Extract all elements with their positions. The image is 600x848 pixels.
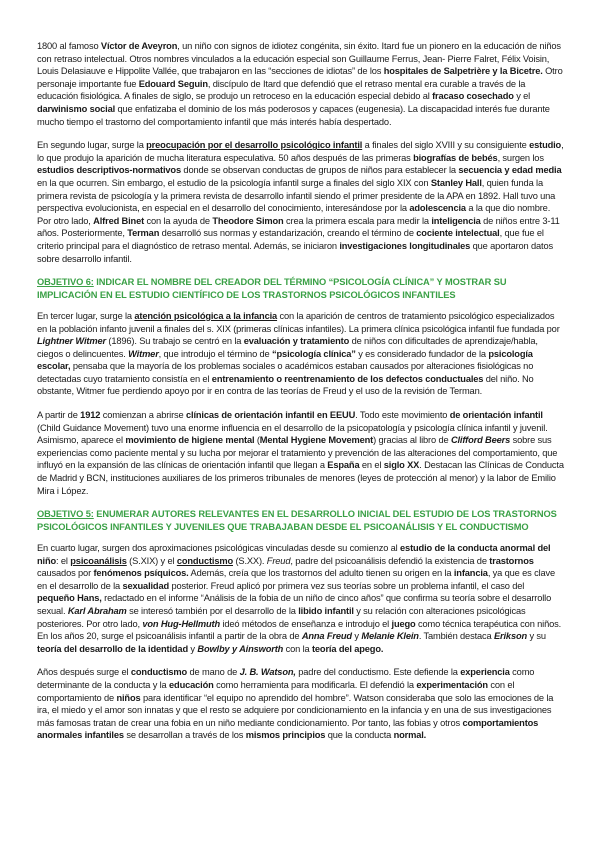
emphasis-text: fenómenos psíquicos.: [93, 568, 189, 579]
emphasis-text: cociente intelectual: [416, 228, 500, 239]
emphasis-text: fracaso cosechado: [432, 91, 514, 102]
emphasis-text: preocupación por el desarrollo psicológico infantil: [146, 140, 363, 151]
emphasis-text: Mental Hygiene Movement: [259, 435, 374, 446]
emphasis-text: Clifford Beers: [450, 435, 511, 446]
paragraph-clinicas-orientacion: A partir de 1912 comienzan a abrirse clínicas de orientación infantil en EEUU. Todo este movimiento de orientación infantil (Child Guidance Movement) tuvo una enorme influencia en el desarrollo de la psicopatología y psicología clínica infantil y juvenil. Asimismo, aparece el movimiento de higiene mental (Mental Hygiene Movement) gracias al libro de Clifford Beers sobre sus experiencias como paciente mental y su lucha por mejorar el tratamiento y prevención de las alteraciones del comportamiento, que influyó en la expansión de las clínicas de orientación infantil que llegan a España en el siglo XX. Destacan las Clínicas de Conducta de Madrid y BCN, instituciones auxiliares de los primeros tribunales de menores (leyes de protección al menor) y la labor de Emilio Mira i López.: [37, 410, 564, 496]
emphasis-text: de orientación infantil: [449, 410, 543, 421]
emphasis-text: pequeño Hans,: [37, 593, 102, 604]
emphasis-text: adolescencia: [409, 203, 466, 214]
emphasis-text: Erikson: [493, 631, 528, 642]
emphasis-text: Witmer: [128, 348, 159, 359]
emphasis-text: España: [327, 460, 360, 471]
emphasis-text: investigaciones longitudinales: [339, 240, 471, 251]
emphasis-text: juego: [391, 618, 416, 629]
emphasis-text: von Hug-Hellmuth: [142, 618, 221, 629]
emphasis-text: psicoanálisis: [70, 555, 127, 566]
emphasis-text: estudio de la conducta anormal del niño: [37, 543, 551, 566]
emphasis-text: experiencia: [460, 667, 510, 678]
emphasis-text: niños: [116, 692, 141, 703]
emphasis-text: Melanie Klein: [361, 631, 419, 642]
emphasis-text: Terman: [127, 228, 160, 239]
emphasis-text: sexualidad: [122, 580, 170, 591]
emphasis-text: experimentación: [416, 679, 488, 690]
emphasis-text: comportamientos anormales infantiles: [37, 717, 539, 741]
paragraph-educacion-especial: 1800 al famoso Víctor de Aveyron, un niño con signos de idiotez congénita, sin éxito. Itard fue un pionero en la educación de niños con retraso intelectual. Otros nombres vinculados a la educación especial son Guillaume Ferrus, Jean- Pierre Falret, Félix Voisin, Louis Delasiauve e Hippolite Vallée, que trabajaron en las “secciones de idiotas” de los hospitales de Salpetrière y la Bicetre. Otro personaje importante fue Edouard Seguin, discípulo de Itard que defendió que el retraso mental era curable a través de la educación fisiológica. A finales de siglo, se produjo un retroceso en la educación especial debido al fracaso cosechado y el darwinismo social que enfatizaba el dominio de los más poderosos y capaces (eugenesia). La discapacidad interés fue durante mucho tiempo el trastorno del comportamiento infantil que más interés había despertado.: [37, 41, 563, 127]
emphasis-text: J. B. Watson,: [239, 667, 296, 678]
emphasis-text: educación: [169, 679, 214, 690]
emphasis-text: siglo XX: [383, 460, 420, 471]
emphasis-text: OBJETIVO 6:: [37, 277, 94, 288]
emphasis-text: normal.: [393, 730, 427, 741]
paragraph-psicoanalisis-conductismo: En cuarto lugar, surgen dos aproximaciones psicológicas vinculadas desde su comienzo al estudio de la conducta anormal del niño: el psicoanálisis (S.XIX) y el conductismo (S.XX). Freud, padre del psicoanálisis defendió la existencia de trastornos causados por fenómenos psíquicos. Además, creía que los trastornos del adulto tienen su origen en la infancia, ya que es clave en el desarrollo de la sexualidad posterior. Freud aplicó por primera vez sus teorías sobre un problema infantil, el caso del pequeño Hans, redactado en el informe “Análisis de la fobia de un niño de cinco años” que confirma su teoría sobre el desarrollo sexual. Karl Abraham se interesó también por el desarrollo de la libido infantil y su relación con alteraciones psicológicas posteriores. Por otro lado, von Hug-Hellmuth ideó métodos de enseñanza e introdujo el juego como técnica terapéutica con niños. En los años 20, surge el psicoanálisis infantil a partir de la obra de Anna Freud y Melanie Klein. También destaca Erikson y su teoría del desarrollo de la identidad y Bowlby y Ainsworth con la teoría del apego.: [37, 543, 562, 654]
emphasis-text: Víctor de Aveyron: [100, 41, 178, 51]
emphasis-text: Lightner Witmer: [37, 336, 106, 347]
emphasis-text: libido infantil: [298, 606, 354, 616]
emphasis-text: teoría del apego.: [311, 643, 384, 654]
emphasis-text: Karl Abraham: [67, 606, 127, 616]
emphasis-text: hospitales de Salpetrière y la Bicetre.: [383, 66, 543, 77]
emphasis-text: biografías de bebés: [413, 152, 498, 163]
emphasis-text: estudio: [529, 140, 562, 151]
objective-6-heading: OBJETIVO 6: INDICAR EL NOMBRE DEL CREADOR DEL TÉRMINO “PSICOLOGÍA CLÍNICA” Y MOSTRAR SU IMPLICACIÓN EN EL ESTUDIO CIENTÍFICO DE LOS TRASTORNOS PSICOLÓGICOS INFANTILES: [37, 277, 507, 300]
emphasis-text: 1912: [80, 410, 101, 421]
emphasis-text: Bowlby y Ainsworth: [197, 643, 284, 654]
emphasis-text: conductismo: [176, 555, 234, 566]
emphasis-text: Freud: [266, 555, 291, 566]
paragraph-desarrollo-psicologico: En segundo lugar, surge la preocupación por el desarrollo psicológico infantil a finales del siglo XVIII y su consiguiente estudio, lo que produjo la aparición de mucha literatura especulativa. 50 años después de las primeras biografías de bebés, surgen los estudios descriptivos-normativos donde se observan conductas de grupos de niños para establecer la secuencia y edad media en la que ocurren. Sin embargo, el estudio de la psicología infantil surge a finales del siglo XIX con Stanley Hall, quien funda la primera revista de psicología y la primera revista de desarrollo infantil siendo el primer presidente de la APA en 1892. Hall tuvo una perspectiva evolucionista, en especial en el desarrollo del conocimiento, interesándose por la adolescencia a la que dio nombre. Por otro lado, Alfred Binet con la ayuda de Theodore Simon crea la primera escala para medir la inteligencia de niños entre 3-11 años. Posteriormente, Terman desarrolló sus normas y estandarización, creando el término de cociente intelectual, que fue el criterio principal para el diagnóstico de retraso mental. Además, se iniciaron investigaciones longitudinales que aportaron datos sobre desarrollo infantil.: [37, 140, 564, 264]
paragraph-atencion-psicologica: En tercer lugar, surge la atención psicológica a la infancia con la aparición de centros de tratamiento psicológico especializados en la población infanto juvenil a finales del s. XIX (primeras clínicas infantiles). La primera clínica psicológica infantil fue fundada por Lightner Witmer (1896). Su trabajo se centró en la evaluación y tratamiento de niños con dificultades de aprendizaje/habla, ciegos o delincuentes. Witmer, que introdujo el término de “psicología clínica” y es considerado fundador de la psicología escolar, pensaba que la mayoría de los problemas sociales o académicos estaban causados por alteraciones fisiológicas no detectadas cuyo tratamiento consistía en el entrenamiento o reentrenamiento de los defectos conductuales del niño. No obstante, Witmer fue perdiendo apoyo por ir en contra de las teorías de Freud y el uso de la revisión de Terman.: [37, 310, 560, 397]
emphasis-text: infancia: [453, 568, 488, 579]
paragraph-conductismo-watson: Años después surge el conductismo de mano de J. B. Watson, padre del conductismo. Este defiende la experiencia como determinante de la conducta y la educación como herramienta para modificarla. El defendió la experimentación con el comportamiento de niños para identificar “el equipo no aprendido del hombre”. Watson consideraba que solo las emociones de la ira, el miedo y el amor son innatas y que el resto se adquiere por condicionamiento en la infancia y en una de sus investigaciones más famosas tratan de crear una fobia en un niño mediante condicionamiento. Por tanto, las fobias y otros comportamientos anormales infantiles se desarrollan a través de los mismos principios que la conducta normal.: [37, 667, 554, 741]
emphasis-text: mismos principios: [245, 730, 326, 741]
emphasis-text: atención psicológica a la infancia: [134, 310, 278, 321]
emphasis-text: Edouard Seguin: [138, 78, 208, 89]
emphasis-text: Anna Freud: [301, 631, 352, 642]
emphasis-text: psicología escolar,: [37, 348, 533, 372]
objective-5-heading: OBJETIVO 5: ENUMERAR AUTORES RELEVANTES EN EL DESARROLLO INICIAL DEL ESTUDIO DE LOS TRASTORNOS PSICOLÓGICOS INFANTILES Y JUVENILES QUE TRABAJABAN DESDE EL PSICOANÁLISIS Y EL CONDUCTISMO: [37, 509, 557, 532]
emphasis-text: darwinismo social: [37, 103, 116, 114]
emphasis-text: evaluación y tratamiento: [243, 336, 350, 347]
emphasis-text: Theodore Simon: [212, 215, 284, 226]
emphasis-text: Stanley Hall: [430, 177, 482, 188]
emphasis-text: Alfred Binet: [93, 215, 145, 226]
emphasis-text: inteligencia: [431, 215, 481, 226]
emphasis-text: secuencia y edad media: [458, 165, 562, 176]
emphasis-text: trastornos: [489, 555, 534, 566]
emphasis-text: “psicología clínica”: [272, 348, 356, 359]
emphasis-text: teoría del desarrollo de la identidad: [37, 643, 188, 654]
emphasis-text: movimiento de higiene mental: [125, 435, 255, 446]
emphasis-text: estudios descriptivos-normativos: [37, 165, 181, 176]
emphasis-text: OBJETIVO 5:: [37, 509, 94, 520]
emphasis-text: conductismo: [130, 667, 188, 678]
emphasis-text: clínicas de orientación infantil en EEUU: [186, 410, 356, 421]
emphasis-text: entrenamiento o reentrenamiento de los defectos conductuales: [211, 373, 484, 384]
